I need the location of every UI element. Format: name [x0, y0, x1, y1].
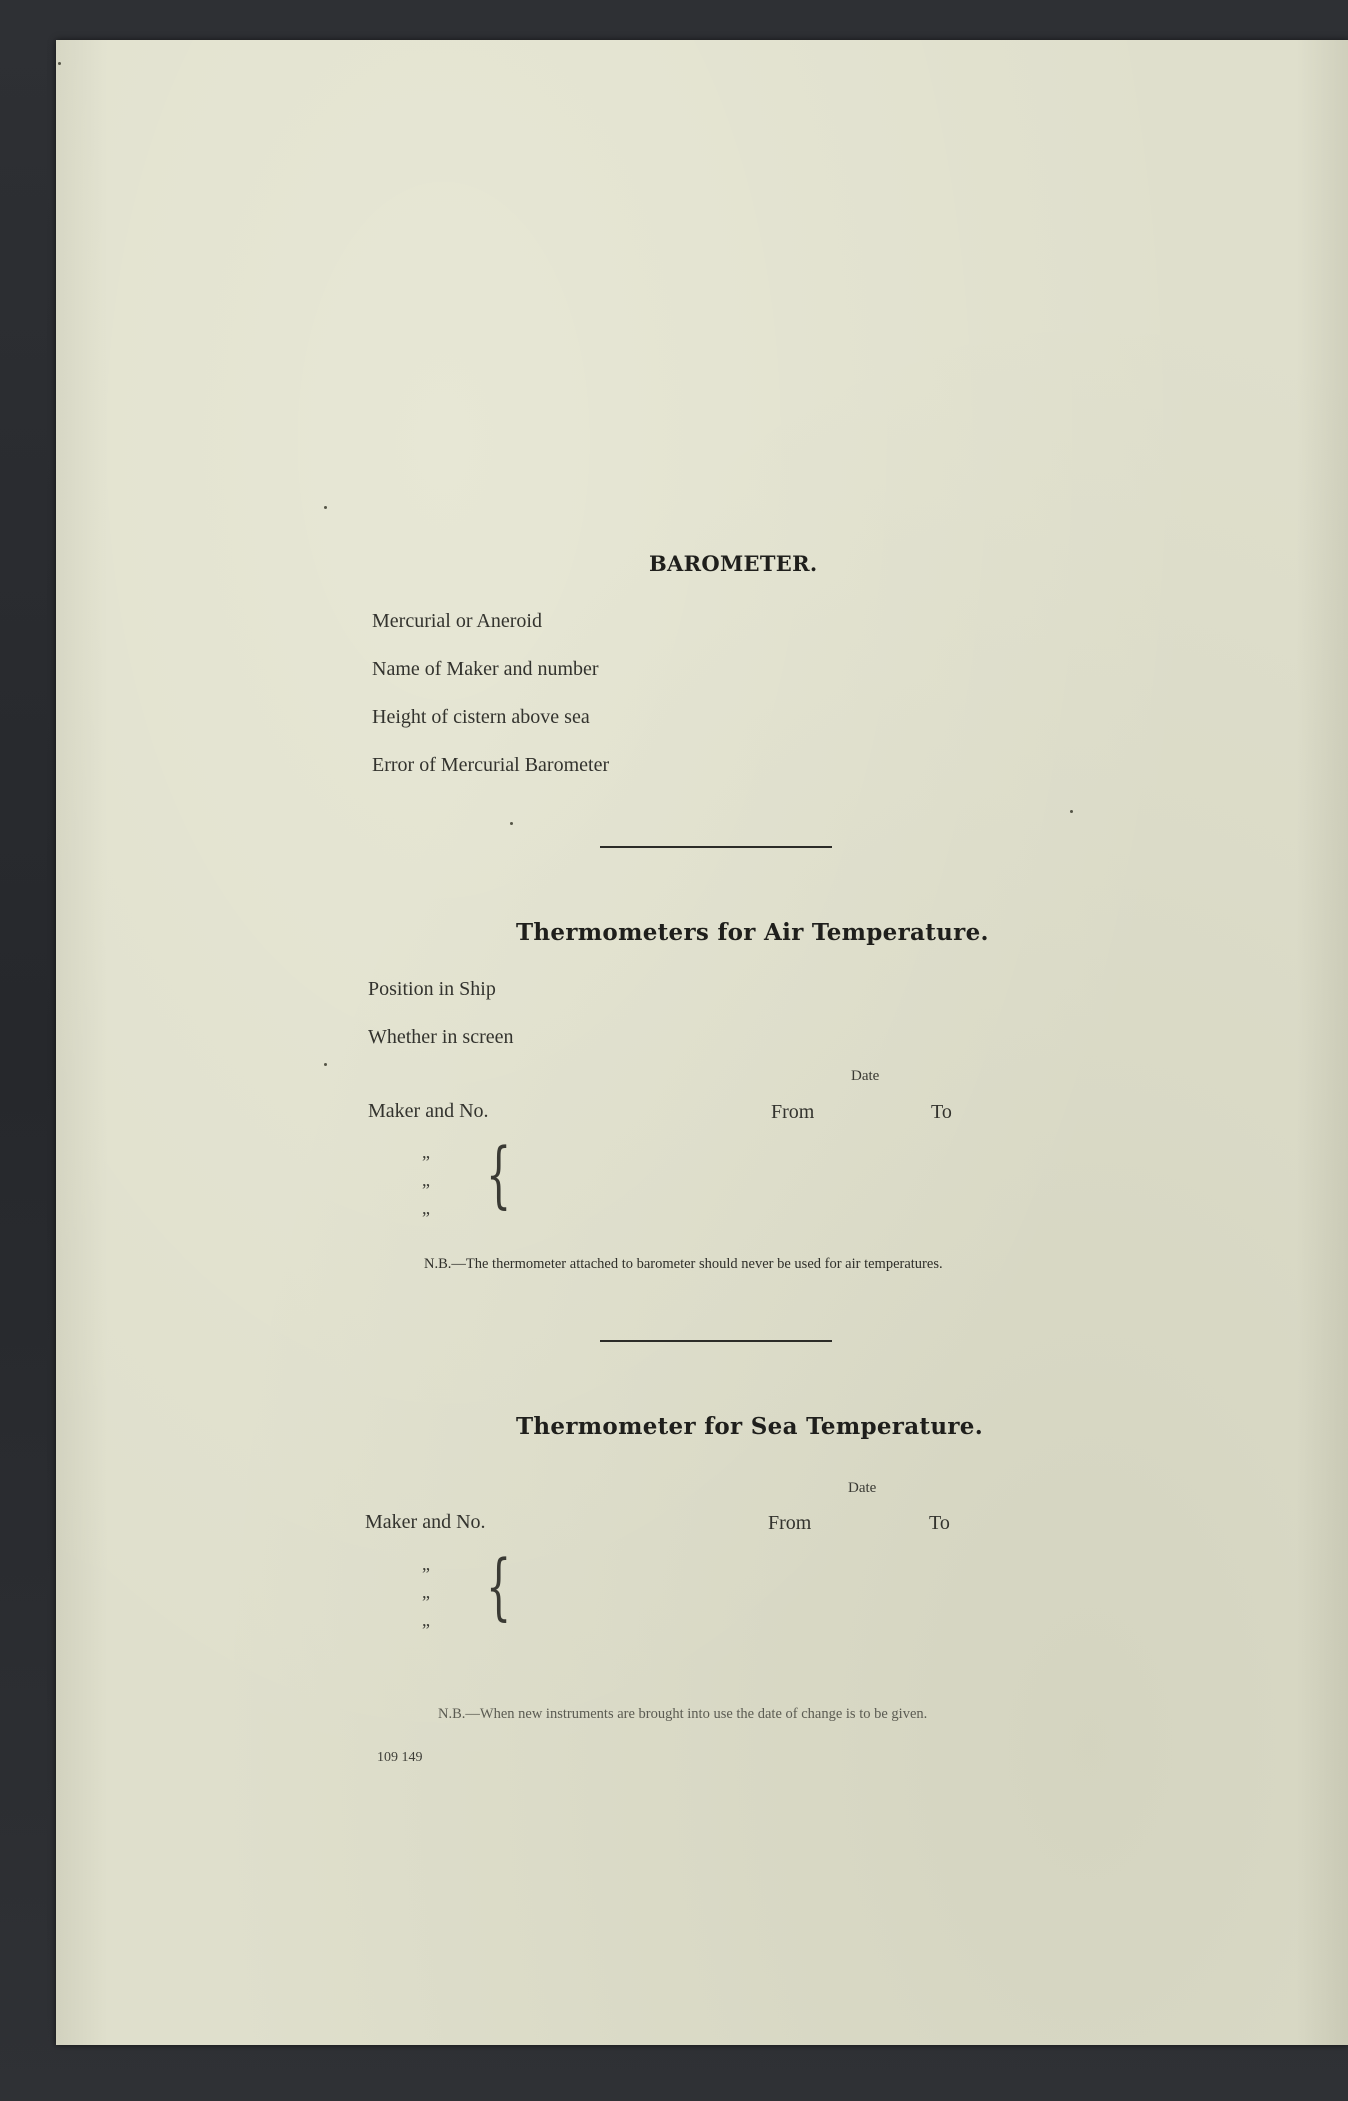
scan-speck: [1070, 810, 1073, 813]
scan-speck: [510, 822, 513, 825]
ditto-mark: ”: [422, 1152, 430, 1172]
ditto-mark: ”: [422, 1180, 430, 1200]
field-position-in-ship: Position in Ship: [368, 978, 496, 1000]
sea-to-label: To: [929, 1512, 950, 1534]
field-whether-in-screen: Whether in screen: [368, 1026, 514, 1048]
sea-note: N.B.—When new instruments are brought into use the date of change is to be given.: [438, 1706, 928, 1722]
air-to-label: To: [931, 1101, 952, 1123]
scan-speck: [324, 506, 327, 509]
field-barometer-error: Error of Mercurial Barometer: [372, 754, 610, 776]
bracket-brace: {: [486, 1132, 512, 1216]
scan-speck: [58, 62, 61, 65]
document-page: [56, 40, 1348, 2045]
air-from-label: From: [771, 1101, 815, 1123]
sea-from-label: From: [768, 1512, 812, 1534]
field-maker-and-number: Name of Maker and number: [372, 658, 599, 680]
ditto-mark: ”: [422, 1208, 430, 1228]
ditto-mark: ”: [422, 1592, 430, 1612]
air-maker-label: Maker and No.: [368, 1100, 489, 1122]
section-divider: [600, 846, 832, 848]
sea-date-label: Date: [848, 1480, 877, 1496]
air-thermometers-heading: Thermometers for Air Temperature.: [516, 919, 989, 946]
ditto-mark: ”: [422, 1620, 430, 1640]
air-date-label: Date: [851, 1068, 880, 1084]
sea-maker-label: Maker and No.: [365, 1511, 486, 1533]
sea-thermometer-heading: Thermometer for Sea Temperature.: [516, 1413, 984, 1440]
field-cistern-height: Height of cistern above sea: [372, 706, 590, 728]
air-note: N.B.—The thermometer attached to barometer should never be used for air temperatures.: [424, 1256, 943, 1272]
form-number: 109 149: [377, 1750, 423, 1765]
scan-speck: [324, 1063, 327, 1066]
ditto-mark: ”: [422, 1564, 430, 1584]
bracket-brace: {: [486, 1544, 512, 1628]
field-mercurial-or-aneroid: Mercurial or Aneroid: [372, 610, 542, 632]
barometer-heading: BAROMETER.: [649, 551, 818, 576]
section-divider: [600, 1340, 832, 1342]
